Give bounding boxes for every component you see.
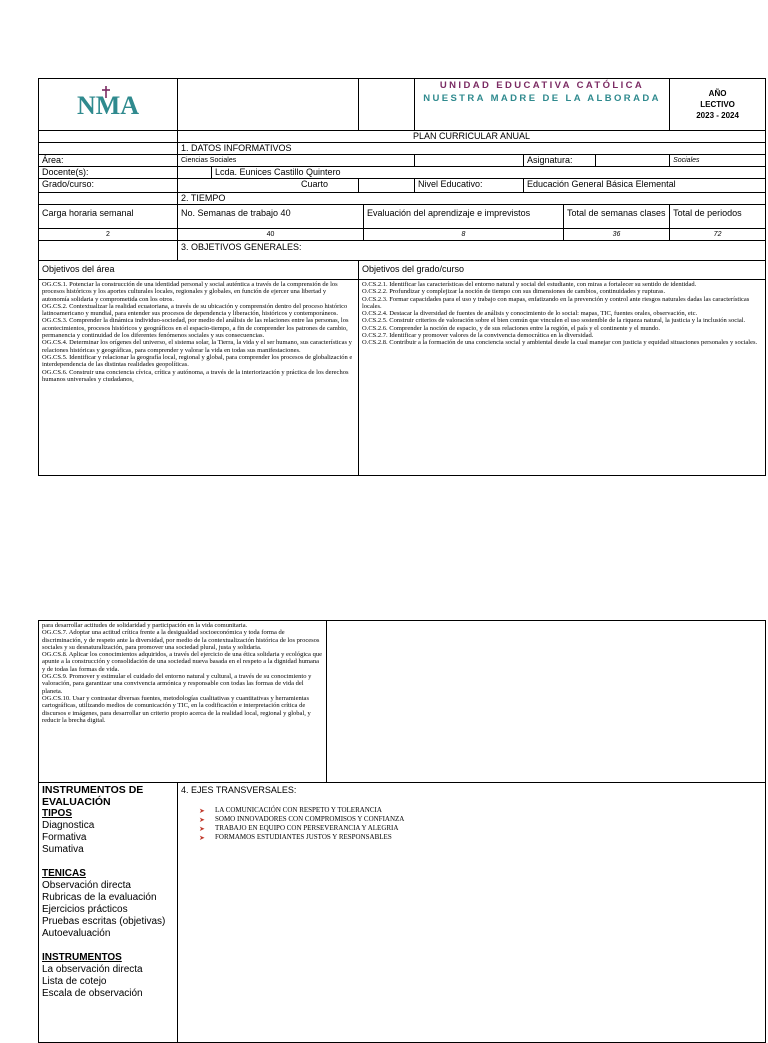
instrumentos-title: INSTRUMENTOS DE EVALUACIÓN (42, 784, 144, 808)
objetivo-grado-item: O.CS.2.2. Profundizar y complejizar la noción de tiempo con sus dimensiones de cambios, continuidades y rupturas. (362, 288, 666, 296)
nivel-value: Educación General Básica Elemental (524, 179, 766, 193)
objetivo-grado-item: O.CS.2.4. Destacar la diversidad de fuentes de análisis y conocimiento de lo social: mapas, TIC, fuentes orales, observación, etc. (362, 310, 698, 318)
header-semanas-trabajo: No. Semanas de trabajo 40 (178, 205, 364, 229)
ejes-list (199, 806, 762, 842)
objetivo-grado-item: O.CS.2.6. Comprender la noción de espacio, y de sus relaciones entre la región, el país y el continente y el mundo. (362, 324, 661, 332)
objetivo-area-item: para desarrollar actitudes de solidaridad y participación en la vida comunitaria. (42, 622, 248, 629)
tecnica-item: Rubricas de la evaluación (42, 892, 157, 903)
grado-label: Grado/curso: (39, 179, 178, 193)
value-carga-horaria: 2 (39, 229, 178, 241)
anio-label: AÑO (708, 89, 727, 98)
header-carga-horaria: Carga horaria semanal (39, 205, 178, 229)
objetivo-area-item: OG.CS.9. Promover y estimular el cuidado del entorno natural y cultural, a través de su conocimiento y valoración, para garantizar una convivencia armónica y responsable con todas las formas de vida del planeta. (42, 673, 312, 695)
objetivo-grado-item: O.CS.2.8. Contribuir a la formación de una conciencia social y ambiental desde la cual manejar con justicia y equidad situaciones personales y sociales. (362, 339, 758, 347)
arrow-bullet-icon: ➤ (199, 807, 205, 815)
blank-cell (39, 131, 178, 143)
instrumento-item: La observación directa (42, 964, 143, 975)
eje-item (199, 833, 762, 842)
nivel-label: Nivel Educativo: (415, 179, 524, 193)
objetivo-grado-item: O.CS.2.5. Construir criterios de valoración sobre el bien común que vinculen el uso sostenible de la riqueza natural, la justicia y la inclusión social. (362, 317, 746, 325)
tipo-item: Sumativa (42, 844, 84, 855)
objetivo-area-item: OG.CS.5. Identificar y relacionar la geografía local, regional y global, para comprender los procesos de globalización e interdependencia de las distintas realidades geopolíticas. (42, 353, 353, 369)
section-objetivos: 3. OBJETIVOS GENERALES: (178, 241, 766, 261)
school-name-line2: NUESTRA MADRE DE LA ALBORADA (423, 93, 661, 104)
docente-label: Docente(s): (39, 167, 178, 179)
section-tiempo: 2. TIEMPO (178, 193, 766, 205)
value-semanas-trabajo: 40 (178, 229, 364, 241)
instrumentos-header: INSTRUMENTOS (42, 952, 122, 963)
eje-item (199, 824, 762, 833)
eje-text: LA COMUNICACIÓN CON RESPETO Y TOLERANCIA (215, 806, 382, 814)
objetivo-area-item: OG.CS.3. Comprender la dinámica individuo-sociedad, por medio del análisis de las relaciones entre las personas, los acontecimientos, procesos históricos y geográficos en el espacio-tiempo, a fin de comprender los patrones de cambio, permanencia y continuidad de los diferentes fenómenos sociales y sus consecuencias. (42, 317, 349, 340)
logo-text: NMA (77, 91, 139, 120)
objetivo-area-item: OG.CS.2. Contextualizar la realidad ecuatoriana, a través de su ubicación y comprensión dentro del proceso histórico latinoamericano y mundial, para entender sus procesos de dependencia y liberación, históricos y contemporáneos. (42, 302, 348, 318)
objetivo-grado-item: O.CS.2.7. Identificar y promover valores de la convivencia democrática en la diversidad. (362, 332, 594, 340)
objetivos-grado-list (359, 280, 766, 476)
blank-cell (39, 241, 178, 261)
objetivos-area-list (39, 280, 359, 476)
tecnica-item: Pruebas escritas (objetivas) (42, 916, 166, 927)
value-total-semanas: 36 (564, 229, 670, 241)
asignatura-label: Asignatura: (524, 155, 596, 167)
plan-title: PLAN CURRICULAR ANUAL (178, 131, 766, 143)
objetivos-grado-list-continued (327, 621, 766, 783)
blank-cell (359, 179, 415, 193)
section-ejes: 4. EJES TRANSVERSALES: (181, 785, 297, 795)
instrumento-item: Escala de observación (42, 988, 143, 999)
anio-value: 2023 - 2024 (696, 111, 739, 120)
value-evaluacion: 8 (364, 229, 564, 241)
section-datos-informativos: 1. DATOS INFORMATIVOS (178, 143, 766, 155)
tecnica-item: Observación directa (42, 880, 131, 891)
header-total-periodos: Total de periodos (670, 205, 766, 229)
eje-item (199, 806, 762, 815)
anio-lectivo (670, 79, 766, 131)
asignatura-value: Sociales (670, 155, 766, 167)
ejes-transversales (178, 783, 766, 1043)
school-name (415, 79, 670, 131)
arrow-bullet-icon: ➤ (199, 825, 205, 833)
header-total-semanas: Total de semanas clases (564, 205, 670, 229)
blank-cell (415, 155, 524, 167)
school-logo-icon (77, 84, 139, 120)
arrow-bullet-icon: ➤ (199, 834, 205, 842)
tipo-item: Diagnostica (42, 820, 95, 831)
eje-item (199, 815, 762, 824)
eje-text: SOMO INNOVADORES CON COMPROMISOS Y CONFIANZA (215, 815, 405, 823)
blank-cell (39, 143, 178, 155)
objetivos-grado-header: Objetivos del grado/curso (359, 261, 766, 280)
objetivo-area-item: OG.CS.10. Usar y contrastar diversas fuentes, metodologías cualitativas y cuantitativas y herramientas cartográficas, utilizando medios de comunicación y TIC, en la codificación e interpretación crítica de discursos e imágenes, para desarrollar un criterio propio acerca de la realidad local, regional y global, y reducir la brecha digital. (42, 694, 311, 724)
tipo-item: Formativa (42, 832, 87, 843)
objetivo-area-item: OG.CS.8. Aplicar los conocimientos adquiridos, a través del ejercicio de una ética solidaria y ecológica que apunte a la construcción y consolidación de una sociedad nueva basada en el respeto a la dignidad humana y de todas las formas de vida. (42, 651, 322, 673)
blank-cell (39, 193, 178, 205)
objetivo-grado-item: O.CS.2.3. Formar capacidades para el uso y trabajo con mapas, enfatizando en la prevención y control ante riesgos naturales dadas las características locales. (362, 295, 750, 310)
grado-value: Cuarto (178, 179, 359, 193)
instrumentos-evaluacion (39, 783, 178, 1043)
tipos-header: TIPOS (42, 808, 73, 819)
docente-value: Lcda. Eunices Castillo Quintero (212, 167, 766, 179)
header-evaluacion: Evaluación del aprendizaje e imprevistos (364, 205, 564, 229)
value-total-periodos: 72 (670, 229, 766, 241)
blank-cell (178, 167, 212, 179)
objetivo-area-item: OG.CS.7. Adoptar una actitud crítica frente a la desigualdad socioeconómica y toda forma de discriminación, y de respeto ante la diversidad, por medio de la contextualización histórica de los procesos sociales y su desnaturalización, para promover una sociedad plural, justa y solidaria. (42, 629, 320, 651)
arrow-bullet-icon: ➤ (199, 816, 205, 824)
tecnicas-header: TENICAS (42, 868, 86, 879)
school-name-line1: UNIDAD EDUCATIVA CATÓLICA (439, 80, 645, 91)
objetivo-grado-item: O.CS.2.1. Identificar las características del entorno natural y social del estudiante, con miras a fortalecer su sentido de identidad. (362, 281, 697, 288)
instrumento-item: Lista de cotejo (42, 976, 107, 987)
objetivos-area-list-continued (39, 621, 327, 783)
objetivo-area-item: OG.CS.6. Construir una conciencia cívica, crítica y autónoma, a través de la interiorización y práctica de los derechos humanos universales y ciudadanos, (42, 368, 349, 383)
logo-cell (39, 79, 178, 131)
objetivos-area-header: Objetivos del área (39, 261, 359, 280)
objetivo-area-item: OG.CS.4. Determinar los orígenes del universo, el sistema solar, la Tierra, la vida y el ser humano, sus características y relaciones históricas y geográficas, para comprender y valorar la vida en todas sus manifestaciones. (42, 339, 352, 354)
plan-table-page1 (38, 78, 766, 476)
area-value: Ciencias Sociales (178, 155, 415, 167)
area-label: Área: (39, 155, 178, 167)
tecnica-item: Ejercicios prácticos (42, 904, 128, 915)
plan-table-page2 (38, 620, 766, 1043)
lectivo-label: LECTIVO (700, 100, 735, 109)
header-blank-2 (359, 79, 415, 131)
tecnica-item: Autoevaluación (42, 928, 111, 939)
objetivo-area-item: OG.CS.1. Potenciar la construcción de una identidad personal y social auténtica a través de la comprensión de los procesos históricos y los aportes culturales locales, regionales y globales, en función de ejercer una libertad y autonomía solidaria y comprometida con los otros. (42, 281, 338, 303)
eje-text: FORMAMOS ESTUDIANTES JUSTOS Y RESPONSABLES (215, 833, 392, 841)
blank-cell (596, 155, 670, 167)
eje-text: TRABAJO EN EQUIPO CON PERSEVERANCIA Y ALEGRIA (215, 824, 399, 832)
header-blank-1 (178, 79, 359, 131)
